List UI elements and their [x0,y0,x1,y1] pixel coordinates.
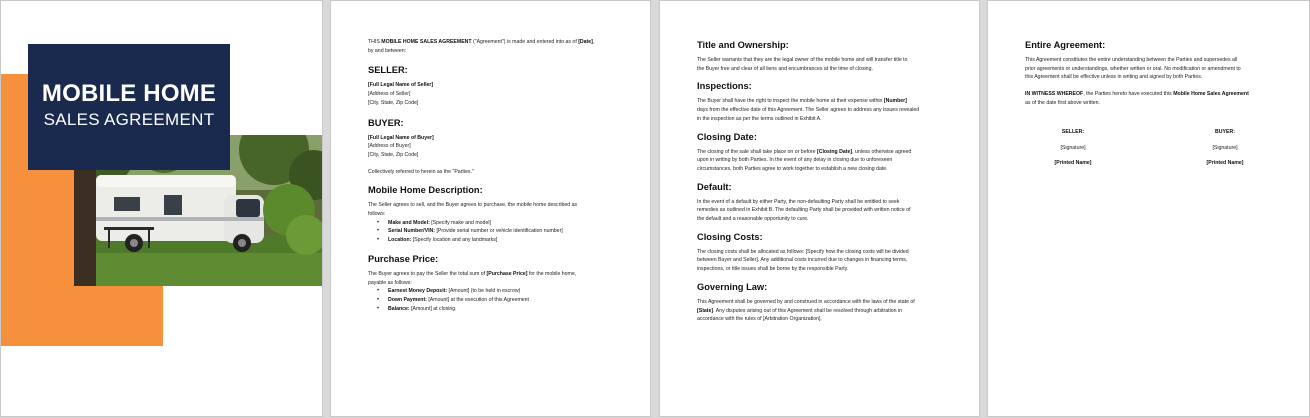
law-line-2 [697,307,967,316]
bullet-text: [Specify location and any landmarks] [411,237,498,244]
costs-line-1: The closing costs shall be allocated as follows: [Specify how the closing costs will be divided [697,248,909,255]
list-item [368,236,638,245]
witness-whereof: IN WITNESS WHEREOF [1025,91,1084,98]
intro-line-2: by and between: [368,47,407,54]
buyer-heading: BUYER: [368,117,404,128]
collectively-line: Collectively referred to herein as the "Parties." [368,168,474,175]
witness-agreement-name: Mobile Home Sales Agreement [1173,91,1249,98]
bullet-label: Balance: [388,305,410,312]
bullet-text: [Amount] at closing. [409,305,457,312]
buyer-signature-line: [Signature] [1212,144,1238,151]
costs-line-2: between Buyer and Seller]. Any additional costs incurred due to changes in financing terms, [697,257,908,264]
cover-title-sub: SALES AGREEMENT [43,110,215,129]
witness-text-b: , the Parties hereto have executed this [1083,91,1174,98]
law-text-b: . Any disputes arising out of this Agreement shall be resolved through arbitration in [713,307,903,314]
inspections-line-2: days from the effective date of this Agreement. The Seller agrees to address any issues revealed [697,107,920,114]
bullet-text: [Specify make and model] [429,219,491,226]
seller-name [368,81,638,90]
seller-label-text: SELLER: [1061,129,1085,135]
closing-line-1 [697,148,967,157]
closing-date-placeholder: [Closing Date] [816,148,853,155]
seller-name-text: [Full Legal Name of Seller] [368,82,434,89]
buyer-address: [Address of Buyer] [368,143,411,150]
seller-heading: SELLER: [368,65,408,76]
closing-line-2: upon in writing by both Parties. In the event of any delay in closing due to unforeseen [697,157,893,164]
bullet-text: [Amount] (to be held in escrow) [447,288,521,295]
description-line-1: The Seller agrees to sell, and the Buyer agrees to purchase, the mobile home described as [368,202,578,209]
intro-text-a: THIS [368,39,382,45]
law-line-1: This Agreement shall be governed by and construed in accordance with the laws of the state of [697,298,915,305]
default-line-1: In the event of a default by either Party, the non-defaulting Party shall be entitled to seek [697,198,900,205]
entire-line-3: this Agreement shall be effective unless in writing and signed by both Parties. [1025,74,1203,81]
seller-signature-line: [Signature] [1060,144,1086,151]
list-item [368,296,638,305]
agreement-page-2 [330,0,651,417]
closing-date-heading: Closing Date: [697,131,757,142]
bullet-label: Down Payment: [388,296,427,303]
default-line-2: remedies as outlined in Exhibit B. The defaulting Party shall be provided with written notice of [697,207,911,214]
description-line-2: follows: [368,211,386,218]
seller-city: [City, State, Zip Code] [368,99,419,106]
buyer-signature-label [1180,128,1270,137]
closing-costs-heading: Closing Costs: [697,231,763,242]
seller-printed-name-text: [Printed Name] [1054,160,1092,167]
cover-title-main: MOBILE HOME [41,80,217,107]
bullet-text: [Provide serial number or vehicle identification number] [435,228,563,235]
default-line-3: the default and a reasonable opportunity to cure. [697,216,809,223]
seller-signature-block [1028,128,1118,168]
entire-line-2: prior agreements or understandings, whether written or oral. No modification or amendment to [1025,65,1241,72]
inspections-text-a: The Buyer shall have the right to inspect the mobile home at their expense within [697,98,884,105]
buyer-printed-name-text: [Printed Name] [1206,160,1244,167]
buyer-name-text: [Full Legal Name of Buyer] [368,134,434,141]
bullet-label: Make and Model: [388,219,430,226]
bullet-text: [Amount] at the execution of this Agreement [426,296,530,303]
buyer-printed-name [1180,159,1270,168]
witness-line-1 [1025,90,1297,99]
inspections-line-3: in the inspection as per the terms outlined in Exhibit A. [697,115,822,122]
bullet-label: Serial Number/VIN: [388,228,435,235]
entire-agreement-heading: Entire Agreement: [1025,40,1106,50]
closing-line-3: circumstances, both Parties agree to work together to establish a new closing date. [697,165,888,172]
buyer-name [368,134,638,143]
intro-agreement-name: MOBILE HOME SALES AGREEMENT [381,39,472,45]
agreement-page-3 [659,0,980,417]
purchase-price-heading: Purchase Price: [368,253,439,264]
price-placeholder: [Purchase Price] [486,270,528,277]
seller-address: [Address of Seller] [368,91,411,98]
closing-text-c: , unless otherwise agreed [852,148,912,155]
agreement-page-4 [987,0,1310,417]
price-line-2: payable as follows: [368,279,412,286]
seller-signature-label [1028,128,1118,137]
description-heading: Mobile Home Description: [368,185,483,196]
inspections-heading: Inspections: [697,81,752,92]
bullet-label: Location: [388,237,412,244]
list-item [368,287,638,296]
seller-printed-name [1028,159,1118,168]
title-ownership-heading: Title and Ownership: [697,40,789,50]
list-item [368,219,638,228]
price-text-c: for the mobile home, [527,270,577,277]
title-line-2: the Buyer free and clear of all liens and encumbrances at the time of closing. [697,65,873,72]
law-line-3: accordance with the rules of [Arbitration Organization]. [697,316,822,323]
cover-title-box [28,44,230,170]
state-placeholder: [State] [697,307,714,314]
buyer-signature-block [1180,128,1270,168]
inspections-line-1 [697,97,967,106]
entire-line-1: This Agreement constitutes the entire understanding between the Parties and supersedes all [1025,57,1238,63]
title-line-1: The Seller warrants that they are the legal owner of the mobile home and will transfer title to [697,57,908,63]
price-text-a: The Buyer agrees to pay the Seller the total sum of [368,270,487,277]
intro-text-e: , [592,39,595,45]
intro-date-placeholder: [Date] [578,39,593,45]
default-heading: Default: [697,181,732,192]
buyer-city: [City, State, Zip Code] [368,151,419,158]
cover-page [0,0,323,417]
witness-line-2: as of the date first above written. [1025,99,1100,106]
list-item [368,305,638,314]
buyer-label-text: BUYER: [1215,129,1235,135]
closing-text-a: The closing of the sale shall take place on or before [697,148,817,155]
bullet-label: Earnest Money Deposit: [388,288,448,295]
intro-paragraph [368,38,638,47]
page2-body [368,38,638,313]
price-line-1 [368,270,638,279]
inspections-number-placeholder: [Number] [883,98,907,105]
page3-body [697,39,967,324]
governing-law-heading: Governing Law: [697,281,768,292]
intro-text-c: ("Agreement") is made and entered into as of [471,39,579,45]
page4-body [1025,39,1297,108]
list-item [368,227,638,236]
costs-line-3: inspections, or title issues shall be borne by the responsible Party. [697,266,849,273]
